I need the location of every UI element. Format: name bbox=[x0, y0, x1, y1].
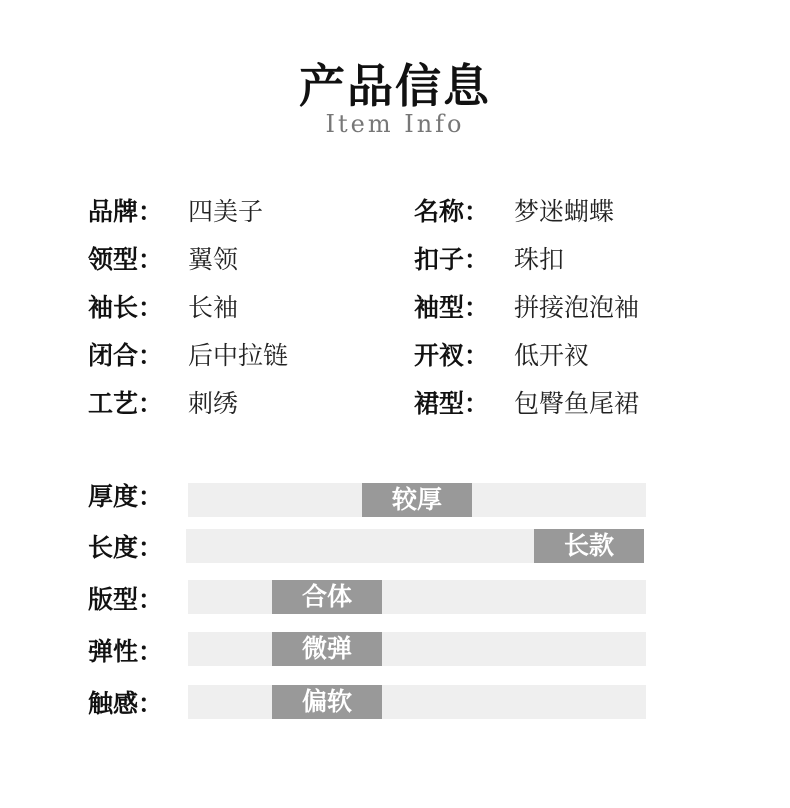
scale-track-touch bbox=[188, 685, 646, 719]
spec-value: 梦迷蝴蝶 bbox=[514, 197, 615, 226]
spec-value: 拼接泡泡袖 bbox=[514, 293, 640, 322]
spec-closure bbox=[88, 341, 288, 371]
page-title: 产品信息 bbox=[299, 59, 491, 113]
spec-brand bbox=[88, 197, 263, 227]
spec-label: 袖型： bbox=[414, 293, 490, 322]
spec-label: 袖长： bbox=[88, 293, 164, 322]
spec-buttons bbox=[414, 245, 564, 275]
spec-skirt-type bbox=[414, 389, 639, 419]
spec-value: 刺绣 bbox=[188, 389, 239, 418]
scale-track-elasticity bbox=[188, 632, 646, 666]
spec-value: 翼领 bbox=[188, 245, 239, 274]
spec-value: 后中拉链 bbox=[188, 341, 289, 370]
page-subtitle: Item Info bbox=[325, 110, 465, 138]
spec-label: 工艺： bbox=[88, 389, 164, 418]
scale-label-fit: 版型： bbox=[88, 585, 164, 614]
spec-label: 扣子： bbox=[414, 245, 490, 274]
spec-value: 四美子 bbox=[188, 197, 264, 226]
spec-label: 领型： bbox=[88, 245, 164, 274]
scale-track-fit bbox=[188, 580, 646, 614]
spec-value: 包臀鱼尾裙 bbox=[514, 389, 640, 418]
spec-label: 闭合： bbox=[88, 341, 164, 370]
spec-label: 品牌： bbox=[88, 197, 164, 226]
spec-sleeve-length bbox=[88, 293, 238, 323]
scale-track-length bbox=[186, 529, 644, 563]
spec-value: 低开衩 bbox=[514, 341, 590, 370]
spec-name bbox=[414, 197, 614, 227]
scale-label-elasticity: 弹性： bbox=[88, 637, 164, 666]
scale-marker: 长款 bbox=[534, 529, 644, 563]
spec-slit bbox=[414, 341, 589, 371]
spec-sleeve-type bbox=[414, 293, 639, 323]
scale-label-touch: 触感： bbox=[88, 689, 164, 718]
scale-marker: 偏软 bbox=[272, 685, 382, 719]
spec-value: 长袖 bbox=[188, 293, 239, 322]
scale-marker: 较厚 bbox=[362, 483, 472, 517]
scale-track-thickness bbox=[188, 483, 646, 517]
spec-craft bbox=[88, 389, 238, 419]
spec-label: 裙型： bbox=[414, 389, 490, 418]
scale-label-length: 长度： bbox=[88, 533, 164, 562]
spec-label: 名称： bbox=[414, 197, 490, 226]
spec-label: 开衩： bbox=[414, 341, 490, 370]
scale-marker: 合体 bbox=[272, 580, 382, 614]
scale-label-thickness: 厚度： bbox=[88, 482, 164, 511]
spec-value: 珠扣 bbox=[514, 245, 565, 274]
scale-marker: 微弹 bbox=[272, 632, 382, 666]
spec-collar bbox=[88, 245, 238, 275]
